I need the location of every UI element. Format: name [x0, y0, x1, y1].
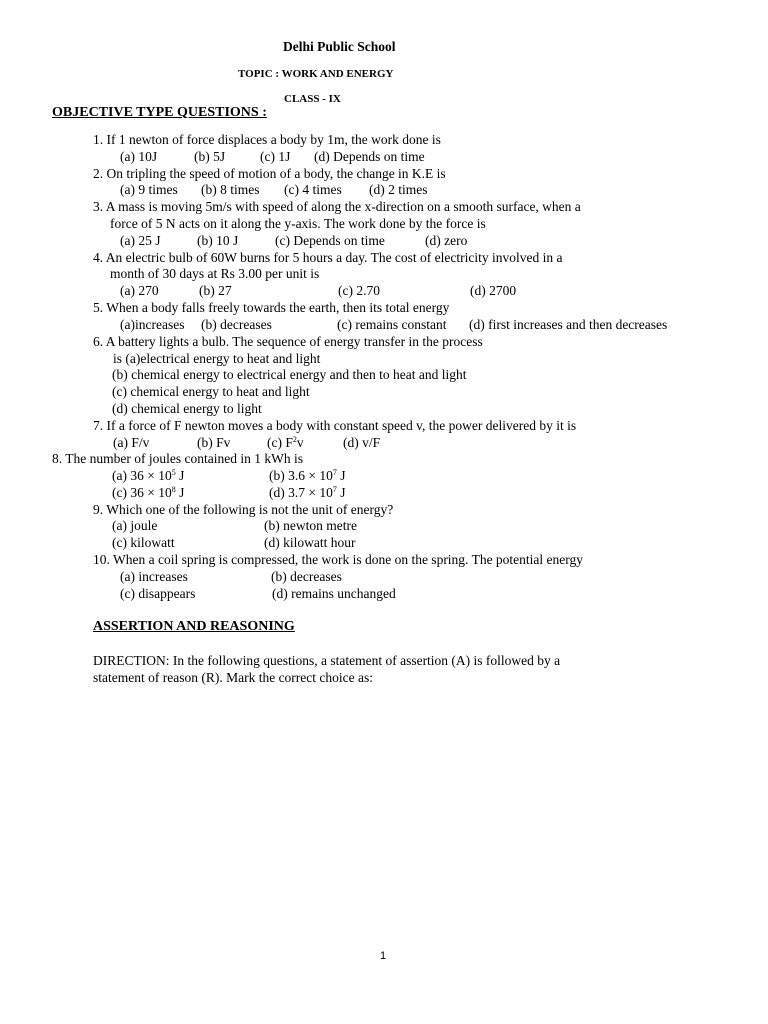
- q7-option-d: (d) v/F: [343, 435, 381, 450]
- q4-stem-line2: month of 30 days at Rs 3.00 per unit is: [110, 266, 320, 281]
- q1-stem: 1. If 1 newton of force displaces a body by 1m, the work done is: [93, 132, 441, 147]
- q7-option-b: (b) Fv: [197, 435, 231, 450]
- q8-option-a: (a) $36 \times 10^5$ J: [112, 468, 185, 483]
- assertion-direction-line1: DIRECTION: In the following questions, a statement of assertion (A) is followed by a: [93, 653, 561, 668]
- q6-option-d: (d) chemical energy to light: [112, 401, 262, 416]
- q8-option-d: (d) $3.7 \times 10^7$ J: [269, 485, 346, 500]
- objective-heading: OBJECTIVE TYPE QUESTIONS :: [52, 105, 267, 120]
- q6-stem: 6. A battery lights a bulb. The sequence of energy transfer in the process: [93, 334, 483, 349]
- q1-option-a: (a) 10J: [120, 149, 158, 164]
- q1-option-b: (b) 5J: [194, 149, 226, 164]
- q5-option-a: (a)increases: [120, 317, 185, 332]
- q4-option-d: (d) 2700: [470, 283, 517, 298]
- q3-option-b: (b) 10 J: [197, 233, 239, 248]
- q7-option-c: (c) $F^2v$: [267, 435, 304, 450]
- q8-option-b: (b) $3.6 \times 10^7$ J: [269, 468, 346, 483]
- q4-stem-line1: 4. An electric bulb of 60W burns for 5 hours a day. The cost of electricity involved in a: [93, 250, 563, 265]
- q1-option-d: (d) Depends on time: [314, 149, 425, 164]
- q4-option-c: (c) 2.70: [338, 283, 380, 298]
- q7-option-a: (a) F/v: [113, 435, 150, 450]
- q2-option-d: (d) 2 times: [369, 182, 428, 197]
- q3-stem-line2: force of 5 N acts on it along the y-axis. The work done by the force is: [110, 216, 486, 231]
- q10-option-c: (c) disappears: [120, 586, 196, 601]
- q9-option-b: (b) newton metre: [264, 518, 357, 533]
- q6-option-a: is (a)electrical energy to heat and light: [113, 351, 321, 366]
- q8-stem: 8. The number of joules contained in 1 kWh is: [52, 451, 303, 466]
- q10-option-d: (d) remains unchanged: [272, 586, 396, 601]
- q10-stem: 10. When a coil spring is compressed, the work is done on the spring. The potential energy: [93, 552, 584, 567]
- q9-option-c: (c) kilowatt: [112, 535, 175, 550]
- q9-stem: 9. Which one of the following is not the unit of energy?: [93, 502, 394, 517]
- q2-stem: 2. On tripling the speed of motion of a body, the change in K.E is: [93, 166, 446, 181]
- assertion-direction-line2: statement of reason (R). Mark the correct choice as:: [93, 670, 374, 685]
- q6-option-b: (b) chemical energy to electrical energy and then to heat and light: [112, 367, 467, 382]
- q5-stem: 5. When a body falls freely towards the earth, then its total energy: [93, 300, 450, 315]
- q9-option-d: (d) kilowatt hour: [264, 535, 356, 550]
- q3-option-c: (c) Depends on time: [275, 233, 385, 248]
- school-name: Delhi Public School: [283, 39, 396, 54]
- q3-option-d: (d) zero: [425, 233, 468, 248]
- q10-option-b: (b) decreases: [271, 569, 342, 584]
- q5-option-c: (c) remains constant: [337, 317, 447, 332]
- q2-option-b: (b) 8 times: [201, 182, 260, 197]
- q8-option-c: (c) $36 \times 10^8$ J: [112, 485, 185, 500]
- q1-option-c: (c) 1J: [260, 149, 291, 164]
- q5-option-b: (b) decreases: [201, 317, 272, 332]
- q9-option-a: (a) joule: [112, 518, 158, 533]
- page-number: 1: [380, 950, 387, 962]
- class-line: CLASS - IX: [284, 93, 341, 105]
- q7-stem: 7. If a force of F newton moves a body with constant speed v, the power delivered by it is: [93, 418, 577, 433]
- q10-option-a: (a) increases: [120, 569, 188, 584]
- q4-option-b: (b) 27: [199, 283, 232, 298]
- q3-option-a: (a) 25 J: [120, 233, 161, 248]
- q2-option-c: (c) 4 times: [284, 182, 342, 197]
- assertion-heading: ASSERTION AND REASONING: [93, 619, 295, 634]
- q3-stem-line1: 3. A mass is moving 5m/s with speed of along the x-direction on a smooth surface, when a: [93, 199, 581, 214]
- q5-option-d: (d) first increases and then decreases: [469, 317, 668, 332]
- q2-option-a: (a) 9 times: [120, 182, 178, 197]
- q4-option-a: (a) 270: [120, 283, 159, 298]
- q6-option-c: (c) chemical energy to heat and light: [112, 384, 310, 399]
- topic-line: TOPIC : WORK AND ENERGY: [238, 68, 394, 80]
